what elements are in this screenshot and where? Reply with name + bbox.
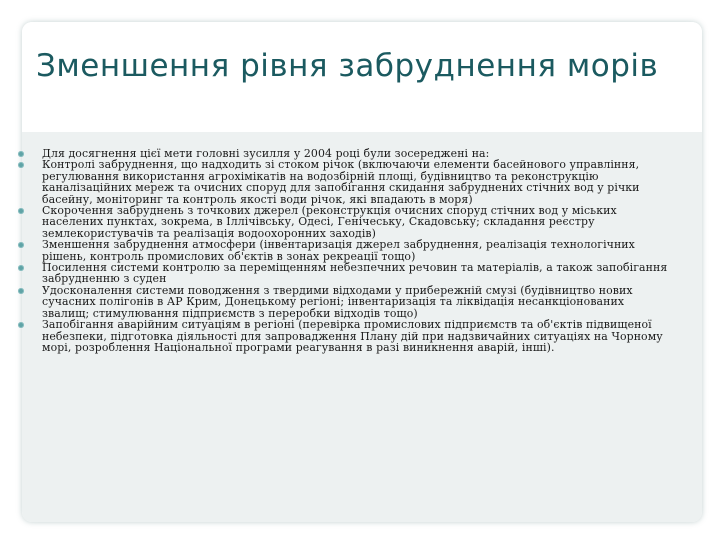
bullet-text: Запобігання аварійним ситуаціям в регіоні (перевірка промислових підприємств та об'єктів підвищеної небезпеки, підготовка діяльності для запровадження Плану дій при надзвичайних ситуаціях на Чорному морі, розроблення Національної програми реагування в разі виникнення аварій, інші).: [42, 318, 663, 354]
bullet-list: [18, 148, 673, 353]
bullet-icon: [18, 322, 24, 328]
bullet-text: Для досягнення цієї мети головні зусилля у 2004 році були зосереджені на:: [42, 147, 490, 160]
bullet-icon: [18, 265, 24, 271]
bullet-item: [18, 262, 673, 285]
bullet-item: [18, 285, 673, 319]
bullet-text: Контролі забруднення, що надходить зі стоком річок (включаючи елементи басейнового управління, регулювання використання агрохімікатів на водозбірній площі, будівництво та реконструкцію каналізаційних мереж та очисних споруд для запобігання скидання забруднених стічних вод у річки басейну, моніторинг та контроль якості води річок, які впадають в моря): [42, 158, 640, 206]
title-band: [22, 22, 702, 132]
bullet-text: Посилення системи контролю за переміщенням небезпечних речовин та матеріалів, а також запобігання забрудненню з суден: [42, 261, 668, 286]
bullet-item: [18, 159, 673, 205]
bullet-icon: [18, 242, 24, 248]
bullet-icon: [18, 208, 24, 214]
slide-title: Зменшення рівня забруднення морів: [36, 48, 659, 84]
bullet-item: [18, 319, 673, 353]
bullet-text: Удосконалення системи поводження з твердими відходами у прибережній смузі (будівництво нових сучасних полігонів в АР Крим, Донецькому регіоні; інвентаризація та ліквідація несанкціонованих звалищ; стимулювання підприємств з переробки відходів тощо): [42, 283, 633, 320]
bullet-icon: [18, 162, 24, 168]
bullet-icon: [18, 288, 24, 294]
bullet-icon: [18, 151, 24, 157]
bullet-text: Скорочення забруднень з точкових джерел (реконструкція очисних споруд стічних вод у міських населених пунктах, зокрема, в Іллічівську, Одесі, Генічеську, Скадовську; складання реєстру землекористувачів та реалізація водоохоронних заходів): [42, 204, 617, 240]
bullet-item: [18, 205, 673, 239]
bullet-item: [18, 239, 673, 262]
bullet-text: Зменшення забруднення атмосфери (інвентаризація джерел забруднення, реалізація технологічних рішень, контроль промислових об'єктів в зонах рекреації тощо): [42, 238, 635, 263]
